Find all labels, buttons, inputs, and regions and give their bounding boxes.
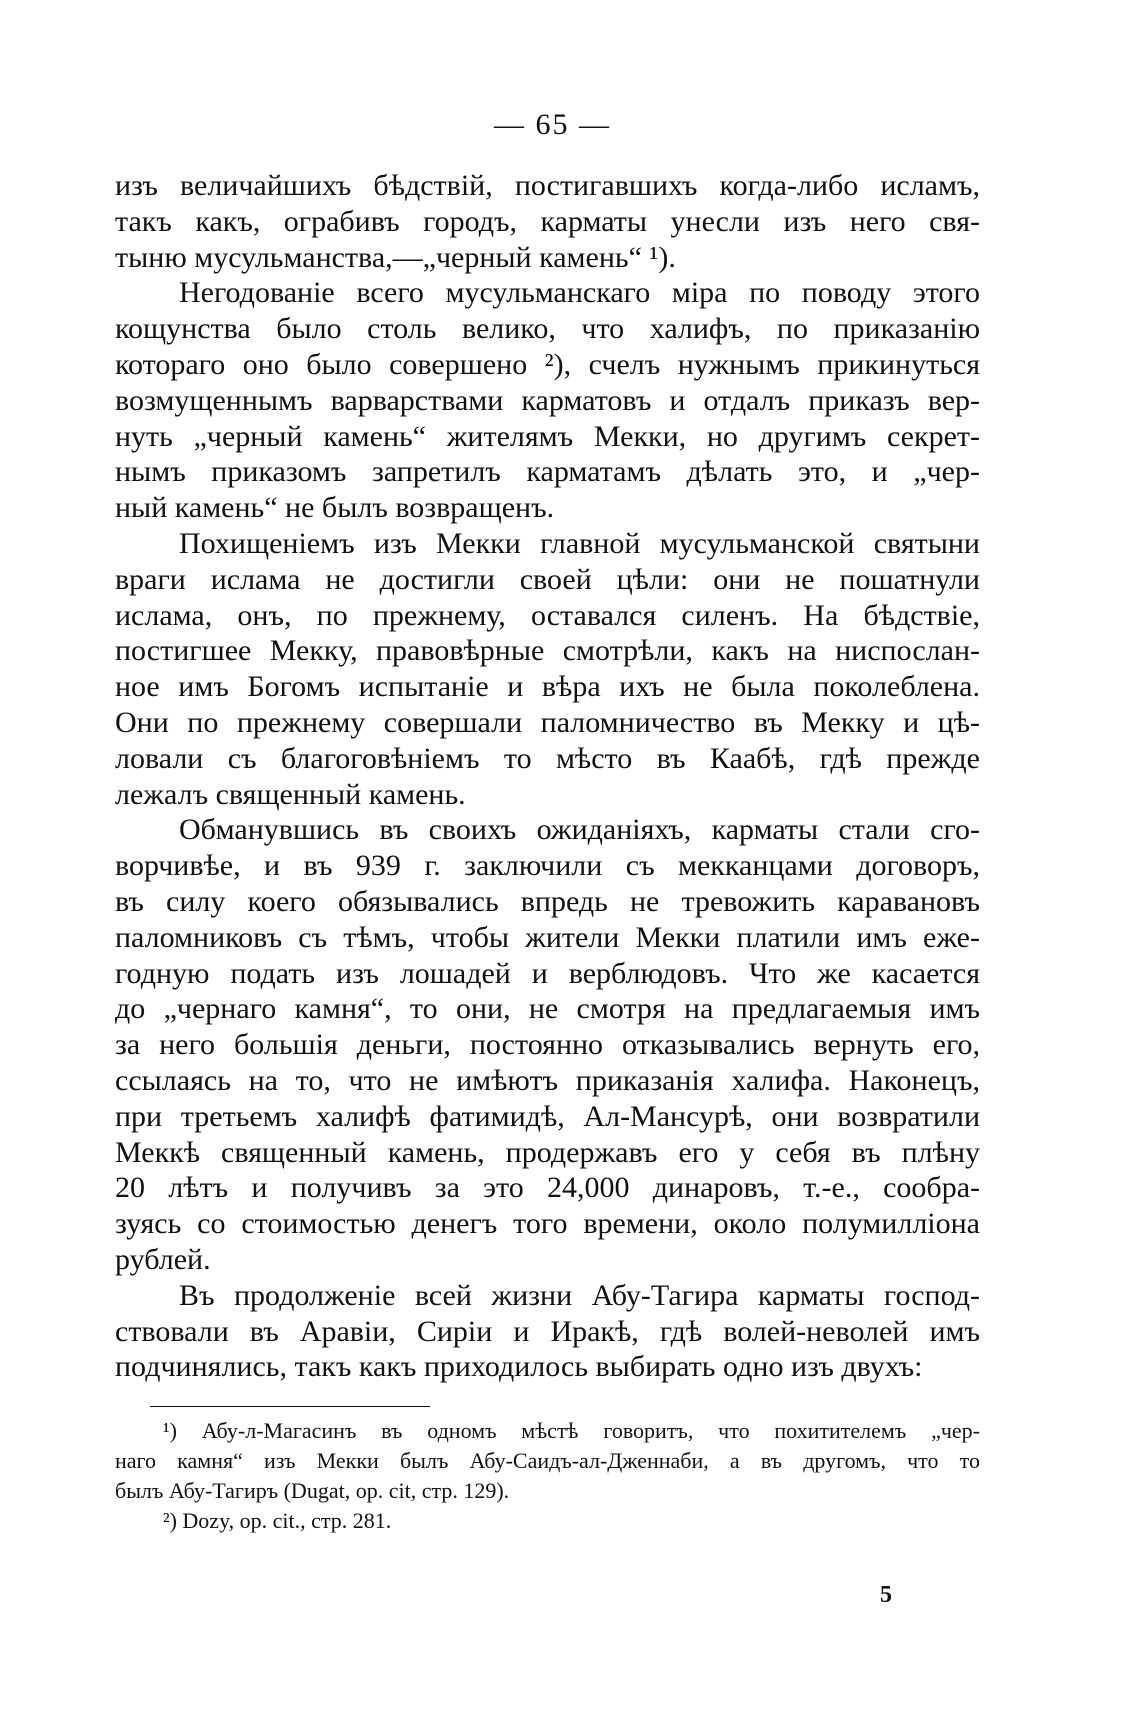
text-line: кощунства было столь велико, что халифъ, по приказанію: [115, 312, 980, 346]
text-line: ссылаясь на то, что не имѣютъ приказанія халифа. Наконецъ,: [115, 1063, 980, 1097]
text-line: Обманувшись въ своихъ ожиданіяхъ, карматы стали сго-: [179, 813, 980, 847]
text-line: нуть „черный камень“ жителямъ Мекки, но другимъ секрет-: [115, 419, 980, 453]
paragraph: [115, 526, 980, 812]
text-line: нымъ приказомъ запретилъ карматамъ дѣлать это, и „чер-: [115, 455, 980, 489]
footnote-line: наго камня“ изъ Мекки былъ Абу-Саидъ-ал-Дженнаби, а въ другомъ, что то: [115, 1448, 980, 1473]
text-line: ворчивѣе, и въ 939 г. заключили съ мекканцами договоръ,: [115, 849, 980, 883]
body-text: [115, 168, 980, 1385]
paragraph: [115, 812, 980, 1277]
text-line: ислама, онъ, по прежнему, оставался силенъ. На бѣдствіе,: [115, 598, 980, 632]
text-line: ствовали въ Аравіи, Сиріи и Иракѣ, гдѣ волей-неволей имъ: [115, 1314, 980, 1348]
text-line: ное имъ Богомъ испытаніе и вѣра ихъ не была поколеблена.: [115, 670, 980, 704]
text-line: Меккѣ священный камень, продержавъ его у себя въ плѣну: [115, 1135, 980, 1169]
text-line: рублей.: [115, 1242, 211, 1276]
text-line: возмущеннымъ варварствами карматовъ и отдалъ приказъ вер-: [115, 383, 980, 417]
printer-signature: 5: [880, 1582, 892, 1608]
text-line: въ силу коего обязывались впредь не тревожить каравановъ: [115, 884, 980, 918]
text-line: при третьемъ халифѣ фатимидѣ, Ал-Мансурѣ, они возвратили: [115, 1099, 980, 1133]
footnote-divider: [150, 1406, 430, 1407]
text-line: за него большія деньги, постоянно отказывались вернуть его,: [115, 1028, 980, 1062]
text-line: постигшее Мекку, правовѣрные смотрѣли, какъ на ниспослан-: [115, 634, 980, 668]
text-line: лежалъ священный камень.: [115, 777, 466, 811]
page-number: — 65 —: [494, 108, 611, 141]
paragraph: [115, 1278, 980, 1385]
text-line: Негодованіе всего мусульманскаго міра по поводу этого: [179, 276, 980, 310]
paragraph: [115, 275, 980, 526]
footnote-line: ¹) Абу-л-Магасинъ въ одномъ мѣстѣ говоритъ, что похитителемъ „чер-: [163, 1418, 980, 1443]
text-line: паломниковъ съ тѣмъ, чтобы жители Мекки платили имъ еже-: [115, 920, 980, 954]
text-line: до „чернаго камня“, то они, не смотря на предлагаемыя имъ: [115, 992, 980, 1026]
text-line: такъ какъ, ограбивъ городъ, карматы унесли изъ него свя-: [115, 204, 980, 238]
text-line: ловали съ благоговѣніемъ то мѣсто въ Каабѣ, гдѣ прежде: [115, 741, 980, 775]
text-line: тыню мусульманства,—„черный камень“ ¹).: [115, 240, 676, 274]
footnote: [115, 1416, 980, 1506]
text-line: ный камень“ не былъ возвращенъ.: [115, 491, 555, 525]
paragraph: [115, 168, 980, 275]
text-line: Они по прежнему совершали паломничество въ Мекку и цѣ-: [115, 705, 980, 739]
text-line: Въ продолженіе всей жизни Абу-Тагира карматы господ-: [179, 1278, 980, 1312]
text-line: враги ислама не достигли своей цѣли: они не пошатнули: [115, 562, 980, 596]
text-line: котораго оно было совершено ²), счелъ нужнымъ прикинуться: [115, 347, 980, 381]
text-line: Похищеніемъ изъ Мекки главной мусульманской святыни: [179, 526, 980, 560]
footnotes: [115, 1416, 980, 1536]
footnote: [115, 1506, 980, 1536]
text-line: зуясь со стоимостью денегъ того времени, около полумилліона: [115, 1207, 980, 1241]
text-line: 20 лѣтъ и получивъ за это 24,000 динаровъ, т.-е., сообра-: [115, 1171, 980, 1205]
text-line: годную подать изъ лошадей и верблюдовъ. Что же касается: [115, 956, 980, 990]
text-line: подчинялись, такъ какъ приходилось выбирать одно изъ двухъ:: [115, 1350, 923, 1384]
footnote-line: ²) Dozy, op. cit., стр. 281.: [163, 1508, 392, 1533]
text-line: изъ величайшихъ бѣдствій, постигавшихъ когда-либо исламъ,: [115, 169, 980, 202]
footnote-line: былъ Абу-Тагиръ (Dugat, op. cit, стр. 129).: [115, 1478, 510, 1503]
